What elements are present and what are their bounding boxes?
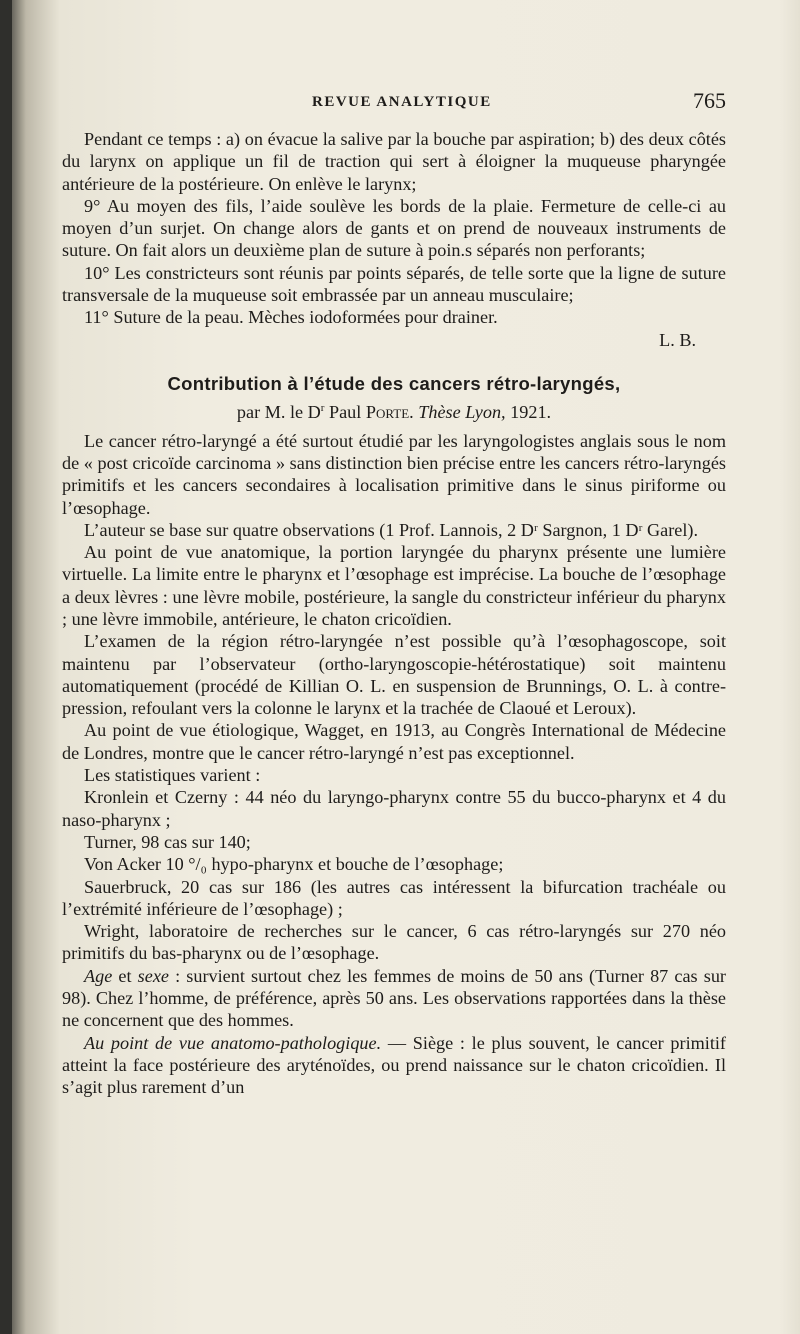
paragraph: Turner, 98 cas sur 140; [84, 831, 251, 852]
thesis-reference: Thèse Lyon, [418, 402, 506, 423]
label-age: Age [84, 965, 113, 986]
paragraph: Kronlein et Czerny : 44 néo du laryngo-pharynx contre 55 du bucco-pharynx et 4 du naso-pharynx ; [62, 787, 726, 830]
signature: L. B. [659, 329, 696, 350]
paragraph: 9° Au moyen des fils, l’aide soulève les bords de la plaie. Fermeture de celle-ci au moyen d’un surjet. On change alors de gants et on prend de nouveaux instruments de suture. On fait alors un deuxième plan de suture à poin.s séparés non perforants; [62, 195, 726, 261]
article-byline [62, 397, 726, 423]
thesis-year: 1921. [510, 402, 552, 423]
article-title: Contribution à l’étude des cancers rétro-laryngés, [167, 372, 621, 394]
paragraph: L’auteur se base sur quatre observations (1 Prof. Lannois, 2 Dʳ Sargnon, 1 Dʳ Garel). [84, 519, 699, 540]
byline-prefix: par M. le D [236, 402, 321, 423]
paragraph: Au point de vue anatomique, la portion laryngée du pharynx présente une lumière virtuelle. La limite entre le pharynx et l’œsophage est imprécise. La bouche de l’œsophage a deux lèvres : une lèvre mobile, postérieure, la sangle du constricteur inférieur du pharynx ; une lèvre immobile, antérieure, le chaton cricoïdien. [62, 542, 726, 629]
paragraph-age-sexe [62, 965, 726, 1032]
book-spine-shadow [0, 0, 12, 1334]
paragraph: 10° Les constricteurs sont réunis par points séparés, de telle sorte que la ligne de suture transversale de la muqueuse soit embrassée par un anneau musculaire; [62, 262, 726, 306]
page-number: 765 [693, 88, 726, 113]
paragraph: L’examen de la région rétro-laryngée n’est possible qu’à l’œsophagoscope, soit maintenu par l’observateur (ortho-laryngoscopie-hétérostatique) soit maintenu automatiquement (procédé de Killian O. L. en suspension de Brunnings, O. L. à contre-pression, refoulant vers la colonne le larynx et la trachée de Claoué et Leroux). [62, 631, 726, 719]
author-last-name: Porte. [365, 402, 414, 423]
paragraph: Au point de vue étiologique, Wagget, en 1913, au Congrès International de Médecine de Londres, montre que le cancer rétro-laryngé n’est pas exceptionnel. [62, 720, 726, 763]
paragraph: Sauerbruck, 20 cas sur 186 (les autres cas intéressent la bifurcation trachéale ou l’extrémité inférieure de l’œsophage) ; [62, 876, 726, 919]
label-et: et [112, 965, 138, 986]
running-title: REVUE ANALYTIQUE [312, 94, 492, 110]
anatomo-text: — Siège : le plus souvent, le cancer primitif atteint la face postérieure des aryténoïdes, ou prend naissance sur le chaton cricoïdien. Il s’agit plus rarement d’un [62, 1032, 726, 1098]
paragraph: Wright, laboratoire de recherches sur le cancer, 6 cas rétro-laryngés sur 270 néo primitifs du bas-pharynx ou de l’œsophage. [62, 921, 726, 964]
paragraph: Les statistiques varient : [84, 765, 261, 786]
paragraph: Pendant ce temps : a) on évacue la salive par la bouche par aspiration; b) des deux côtés du larynx on applique un fil de traction qui sert à éloigner la muqueuse pharyngée antérieure de la postérieure. On enlève le larynx; [62, 129, 726, 194]
paragraph: Von Acker 10 °/₀ hypo-pharynx et bouche de l’œsophage; [84, 854, 504, 875]
paragraph-anatomo [62, 1032, 726, 1099]
page-header [62, 88, 726, 118]
age-sexe-text: : survient surtout chez les femmes de moins de 50 ans (Turner 87 cas sur 98). Chez l’homme, de préférence, après 50 ans. Les observations rapportées dans la thèse ne concernent que des hommes. [62, 965, 726, 1031]
author-first-name: Paul [328, 402, 362, 423]
label-sexe: sexe [137, 965, 169, 986]
label-anatomo: Au point de vue anatomo-pathologique. [84, 1032, 382, 1053]
paragraph: Le cancer rétro-laryngé a été surtout étudié par les laryngologistes anglais sous le nom de « post cricoïde carcinoma » sans distinction bien précise entre les cancers rétro-laryngés primitifs et les cancers secondaires à localisation primitive dans le sinus piriforme ou l’œsophage. [62, 430, 726, 518]
page-content [62, 88, 726, 1099]
previous-article-end [62, 128, 726, 1099]
paragraph: 11° Suture de la peau. Mèches iodoformées pour drainer. [84, 307, 498, 328]
byline-sup: r [320, 402, 325, 415]
